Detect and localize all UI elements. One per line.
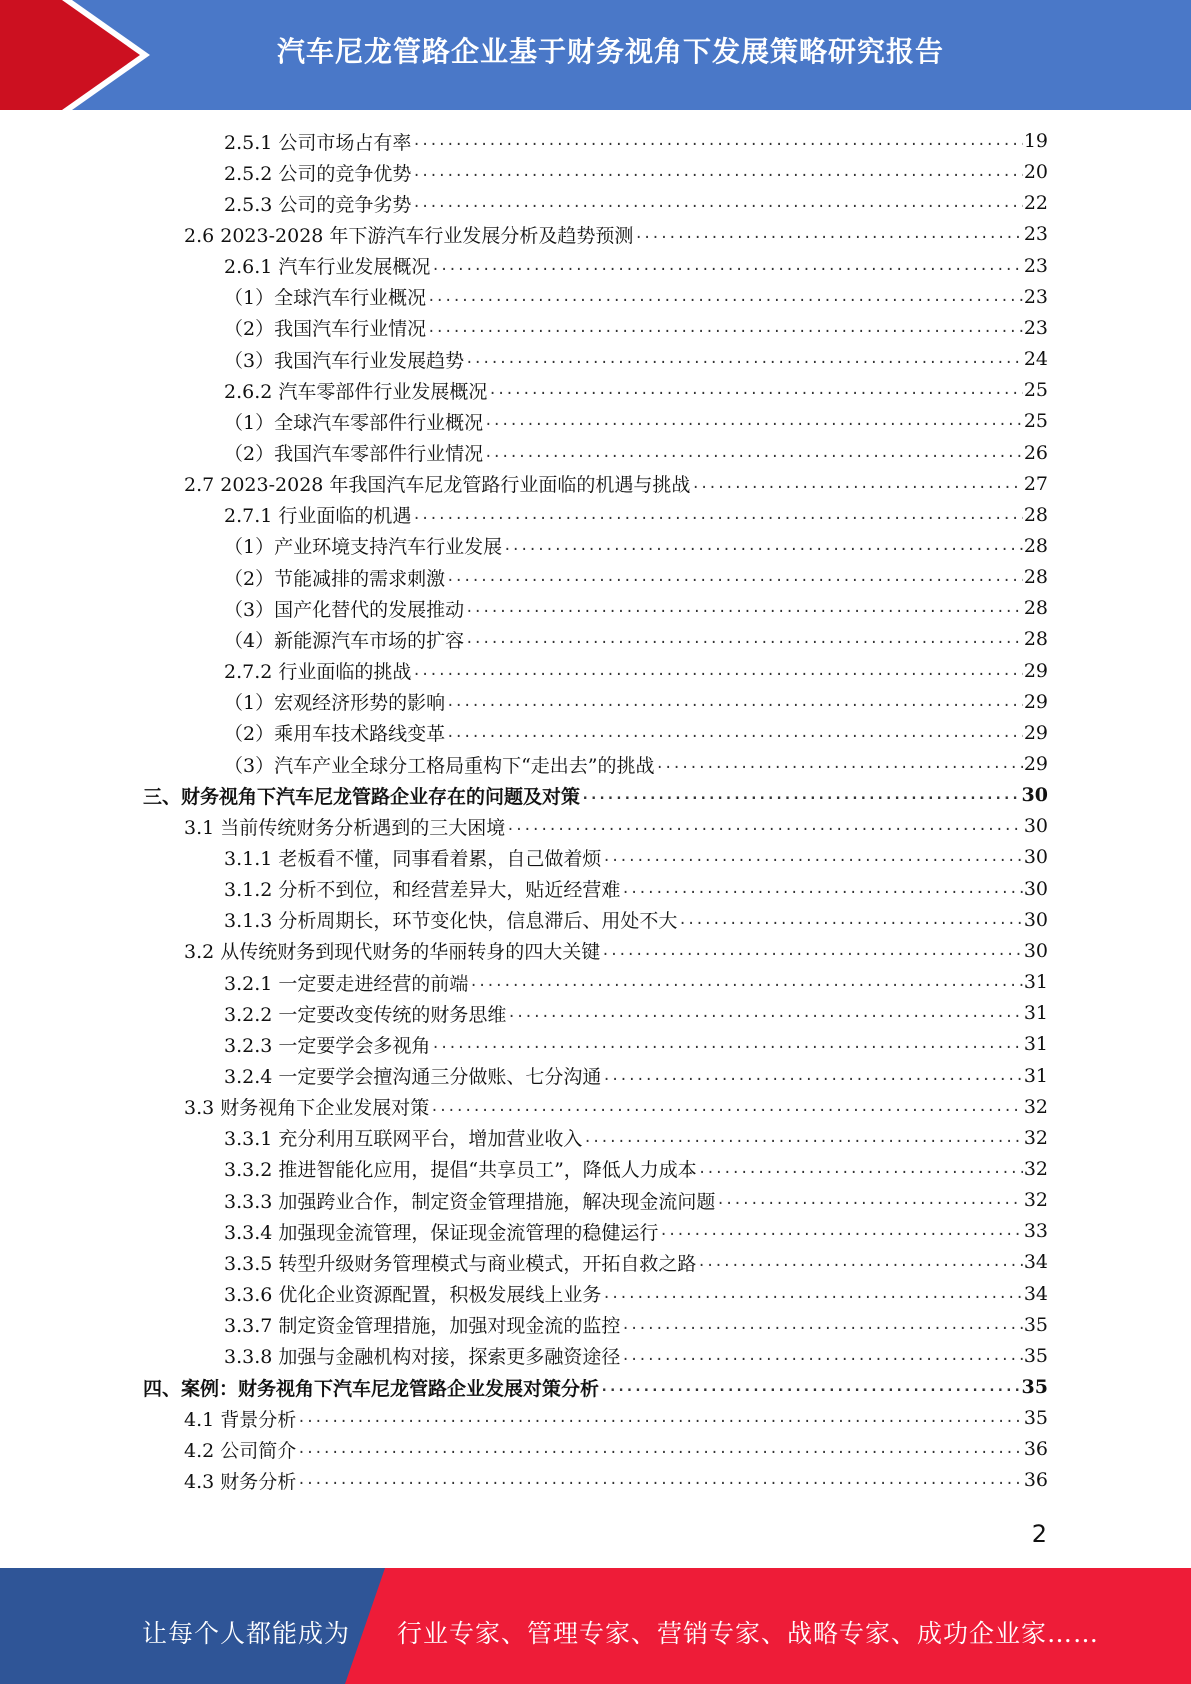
toc-leader-dots	[484, 413, 1023, 436]
toc-entry-label: 2.6.1 汽车行业发展概况	[224, 256, 431, 279]
toc-entry-label: 3.3.8 加强与金融机构对接，探索更多融资途径	[224, 1346, 621, 1369]
toc-entry-label: 3.3.3 加强跨业合作，制定资金管理措施，解决现金流问题	[224, 1190, 716, 1213]
toc-leader-dots	[602, 1286, 1022, 1309]
toc-entry[interactable]	[143, 780, 1048, 810]
toc-entry[interactable]	[224, 998, 1048, 1028]
toc-entry-page: 29	[1023, 721, 1048, 744]
toc-leader-dots	[634, 226, 1022, 249]
toc-entry[interactable]	[224, 282, 1048, 312]
toc-entry-label: （3）汽车产业全球分工格局重构下“走出去”的挑战	[224, 754, 655, 777]
toc-leader-dots	[600, 1379, 1021, 1402]
toc-entry-label: （4）新能源汽车市场的扩容	[224, 629, 465, 652]
toc-entry-page: 31	[1023, 1033, 1048, 1056]
toc-entry-label: 4.3 财务分析	[184, 1470, 297, 1493]
toc-leader-dots	[297, 1410, 1023, 1433]
toc-entry-label: 三、财务视角下汽车尼龙管路企业存在的问题及对策	[143, 785, 581, 808]
toc-entry[interactable]	[224, 905, 1048, 935]
toc-entry-label: （1）宏观经济形势的影响	[224, 692, 446, 715]
toc-leader-dots	[297, 1472, 1023, 1495]
toc-entry-label: 2.5.2 公司的竞争优势	[224, 162, 412, 185]
toc-entry-page: 22	[1023, 192, 1048, 215]
toc-entry-page: 28	[1023, 628, 1048, 651]
toc-entry[interactable]	[224, 188, 1048, 218]
toc-entry-page: 28	[1023, 534, 1048, 557]
toc-entry[interactable]	[184, 936, 1048, 966]
toc-entry-label: 3.3 财务视角下企业发展对策	[184, 1097, 430, 1120]
toc-leader-dots	[427, 289, 1023, 312]
toc-entry-page: 35	[1021, 1376, 1048, 1398]
toc-leader-dots	[601, 943, 1023, 966]
toc-entry[interactable]	[224, 1247, 1048, 1277]
toc-entry-label: 3.3.1 充分利用互联网平台，增加营业收入	[224, 1128, 583, 1151]
footer-slogan-left: 让每个人都能成为	[142, 1619, 351, 1648]
toc-leader-dots	[297, 1441, 1023, 1464]
toc-entry-label: 4.1 背景分析	[184, 1408, 297, 1431]
toc-entry-page: 30	[1023, 815, 1048, 838]
toc-entry-page: 35	[1023, 1407, 1048, 1430]
toc-leader-dots	[412, 663, 1022, 686]
toc-entry-page: 20	[1023, 161, 1048, 184]
toc-leader-dots	[678, 912, 1022, 935]
toc-entry-label: （1）产业环境支持汽车行业发展	[224, 536, 503, 559]
toc-entry-page: 29	[1023, 659, 1048, 682]
toc-entry-page: 35	[1023, 1313, 1048, 1336]
toc-entry-label: 3.1.1 老板看不懂，同事看着累，自己做着烦	[224, 847, 602, 870]
toc-leader-dots	[412, 133, 1022, 156]
toc-entry-page: 29	[1023, 690, 1048, 713]
toc-entry-page: 31	[1023, 1064, 1048, 1087]
toc-entry[interactable]	[224, 500, 1048, 530]
toc-leader-dots	[716, 1192, 1022, 1215]
toc-entry[interactable]	[224, 1310, 1048, 1340]
toc-entry-page: 32	[1023, 1126, 1048, 1149]
toc-entry-page: 23	[1023, 254, 1048, 277]
toc-entry-page: 28	[1023, 566, 1048, 589]
toc-entry-label: 3.1 当前传统财务分析遇到的三大困境	[184, 816, 506, 839]
toc-leader-dots	[431, 1036, 1022, 1059]
toc-entry-label: 2.6.2 汽车零部件行业发展概况	[224, 380, 488, 403]
toc-entry-label: 3.3.5 转型升级财务管理模式与商业模式，开拓自救之路	[224, 1252, 697, 1275]
toc-entry-page: 31	[1023, 971, 1048, 994]
toc-leader-dots	[621, 881, 1022, 904]
toc-entry-page: 19	[1023, 130, 1048, 152]
toc-leader-dots	[488, 382, 1022, 405]
toc-entry[interactable]	[224, 344, 1048, 374]
toc-entry[interactable]	[224, 375, 1048, 405]
toc-entry[interactable]	[224, 1029, 1048, 1059]
toc-leader-dots	[465, 351, 1023, 374]
toc-leader-dots	[446, 569, 1023, 592]
toc-entry-page: 35	[1023, 1344, 1048, 1367]
toc-entry-page: 36	[1023, 1438, 1048, 1461]
toc-leader-dots	[431, 258, 1022, 281]
toc-entry-page: 28	[1023, 503, 1048, 526]
toc-entry[interactable]	[224, 1216, 1048, 1246]
footer-band	[0, 1568, 1191, 1684]
toc-entry[interactable]	[224, 531, 1048, 561]
toc-entry[interactable]	[224, 1341, 1048, 1371]
toc-entry-label: 3.2.1 一定要走进经营的前端	[224, 972, 469, 995]
toc-leader-dots	[465, 600, 1023, 623]
toc-entry[interactable]	[184, 1434, 1048, 1464]
toc-entry[interactable]	[184, 469, 1048, 499]
toc-entry[interactable]	[224, 406, 1048, 436]
toc-entry[interactable]	[224, 1123, 1048, 1153]
toc-leader-dots	[412, 164, 1022, 187]
toc-entry-label: （2）我国汽车零部件行业情况	[224, 443, 484, 465]
toc-entry-page: 30	[1023, 877, 1048, 900]
toc-entry-page: 26	[1023, 441, 1048, 464]
toc-entry[interactable]	[224, 967, 1048, 997]
toc-entry[interactable]	[224, 718, 1048, 748]
toc-entry[interactable]	[184, 1403, 1048, 1433]
toc-leader-dots	[446, 725, 1023, 748]
toc-leader-dots	[506, 818, 1023, 841]
toc-entry-page: 32	[1023, 1189, 1048, 1212]
toc-leader-dots	[465, 631, 1023, 654]
toc-entry-page: 34	[1023, 1282, 1048, 1305]
toc-entry[interactable]	[224, 842, 1048, 872]
toc-entry[interactable]	[224, 687, 1048, 717]
toc-entry-label: （2）节能减排的需求刺激	[224, 567, 446, 590]
toc-entry-label: 3.3.7 制定资金管理措施，加强对现金流的监控	[224, 1315, 621, 1338]
toc-entry[interactable]	[224, 438, 1048, 468]
toc-entry-page: 32	[1023, 1157, 1048, 1180]
toc-entry-label: 2.5.3 公司的竞争劣势	[224, 193, 412, 216]
toc-leader-dots	[484, 445, 1023, 468]
toc-leader-dots	[656, 756, 1023, 779]
toc-entry[interactable]	[184, 1465, 1048, 1495]
toc-entry-page: 29	[1023, 753, 1048, 775]
toc-entry[interactable]	[224, 656, 1048, 686]
toc-entry-label: 2.5.1 公司市场占有率	[224, 131, 412, 154]
toc-entry-label: 4.2 公司简介	[184, 1439, 297, 1462]
toc-entry-page: 25	[1023, 410, 1048, 433]
toc-entry-page: 23	[1023, 285, 1048, 308]
toc-leader-dots	[469, 974, 1022, 997]
toc-entry-label: 3.1.2 分析不到位，和经营差异大，贴近经营难	[224, 879, 621, 902]
toc-entry-label: 3.2 从传统财务到现代财务的华丽转身的四大关键	[184, 941, 601, 964]
toc-entry-label: 2.7.2 行业面临的挑战	[224, 661, 412, 684]
toc-entry[interactable]	[224, 1185, 1048, 1215]
toc-entry-page: 30	[1023, 846, 1048, 869]
toc-entry-page: 31	[1023, 1002, 1048, 1025]
toc-entry-page: 24	[1023, 348, 1048, 371]
toc-entry-label: 3.3.2 推进智能化应用，提倡“共享员工”，降低人力成本	[224, 1159, 697, 1182]
toc-entry-label: 2.7 2023-2028 年我国汽车尼龙管路行业面临的机遇与挑战	[184, 474, 691, 497]
toc-entry-label: 3.1.3 分析周期长，环节变化快，信息滞后、用处不大	[224, 910, 678, 933]
toc-entry-page: 36	[1023, 1469, 1048, 1492]
footer-slogan-right: 行业专家、管理专家、营销专家、战略专家、成功企业家……	[397, 1619, 1100, 1648]
toc-entry[interactable]	[224, 1154, 1048, 1184]
toc-entry-label: （1）全球汽车行业概况	[224, 287, 427, 310]
toc-leader-dots	[430, 1099, 1023, 1122]
toc-entry[interactable]	[224, 313, 1048, 343]
toc-entry[interactable]	[224, 126, 1048, 156]
page-number: 2	[1031, 1520, 1047, 1548]
toc-entry-page: 30	[1023, 908, 1048, 931]
toc-leader-dots	[446, 694, 1023, 717]
toc-leader-dots	[412, 507, 1022, 530]
toc-entry[interactable]	[224, 593, 1048, 623]
toc-leader-dots	[581, 787, 1021, 810]
toc-leader-dots	[698, 1161, 1023, 1184]
toc-entry-label: （3）国产化替代的发展推动	[224, 598, 465, 621]
toc-leader-dots	[602, 849, 1022, 872]
toc-entry-label: 3.3.4 加强现金流管理，保证现金流管理的稳健运行	[224, 1221, 659, 1244]
toc-entry-label: 3.2.3 一定要学会多视角	[224, 1034, 431, 1057]
toc-leader-dots	[621, 1348, 1022, 1371]
toc-entry[interactable]	[143, 1372, 1048, 1402]
toc-entry[interactable]	[224, 157, 1048, 187]
toc-entry-label: 2.6 2023-2028 年下游汽车行业发展分析及趋势预测	[184, 224, 634, 247]
toc-entry-page: 27	[1023, 472, 1048, 495]
report-title: 汽车尼龙管路企业基于财务视角下发展策略研究报告	[276, 35, 944, 68]
toc-entry-label: 3.2.2 一定要改变传统的财务思维	[224, 1003, 507, 1026]
toc-entry-label: 3.3.6 优化企业资源配置，积极发展线上业务	[224, 1284, 602, 1307]
toc-entry-page: 25	[1023, 379, 1048, 402]
toc-leader-dots	[503, 538, 1023, 561]
toc-entry[interactable]	[184, 219, 1048, 249]
toc-entry[interactable]	[224, 874, 1048, 904]
toc-leader-dots	[697, 1254, 1022, 1277]
toc-leader-dots	[507, 1005, 1022, 1028]
toc-entry[interactable]	[224, 1061, 1048, 1091]
header-band	[0, 0, 1191, 110]
toc-entry[interactable]	[184, 811, 1048, 841]
toc-entry-label: （3）我国汽车行业发展趋势	[224, 349, 465, 372]
toc-entry-label: （1）全球汽车零部件行业概况	[224, 411, 484, 434]
toc-entry-label: （2）我国汽车行业情况	[224, 318, 427, 341]
toc-entry[interactable]	[224, 251, 1048, 281]
toc-entry-label: 3.2.4 一定要学会擅沟通三分做账、七分沟通	[224, 1066, 602, 1088]
toc-leader-dots	[659, 1223, 1022, 1246]
toc-entry-label: 2.7.1 行业面临的机遇	[224, 505, 412, 528]
toc-entry-page: 23	[1023, 223, 1048, 246]
toc-entry[interactable]	[224, 562, 1048, 592]
toc-entry-page: 33	[1023, 1220, 1048, 1243]
toc-entry[interactable]	[224, 1279, 1048, 1309]
toc-leader-dots	[412, 195, 1022, 218]
toc-entry[interactable]	[224, 749, 1048, 779]
toc-entry[interactable]	[224, 624, 1048, 654]
toc-entry[interactable]	[184, 1092, 1048, 1122]
toc-entry-label: （2）乘用车技术路线变革	[224, 723, 446, 746]
toc-leader-dots	[427, 320, 1023, 343]
toc-entry-label: 四、案例：财务视角下汽车尼龙管路企业发展对策分析	[143, 1377, 600, 1400]
toc-entry-page: 30	[1021, 784, 1048, 807]
toc-entry-page: 23	[1023, 316, 1048, 339]
toc-entry-page: 32	[1023, 1095, 1048, 1118]
toc-leader-dots	[621, 1317, 1022, 1340]
toc-leader-dots	[602, 1068, 1022, 1091]
toc-entry-page: 30	[1023, 939, 1048, 962]
toc-leader-dots	[691, 476, 1022, 499]
toc-entry-page: 28	[1023, 597, 1048, 620]
toc-entry-page: 34	[1023, 1251, 1048, 1274]
toc-leader-dots	[583, 1130, 1022, 1153]
